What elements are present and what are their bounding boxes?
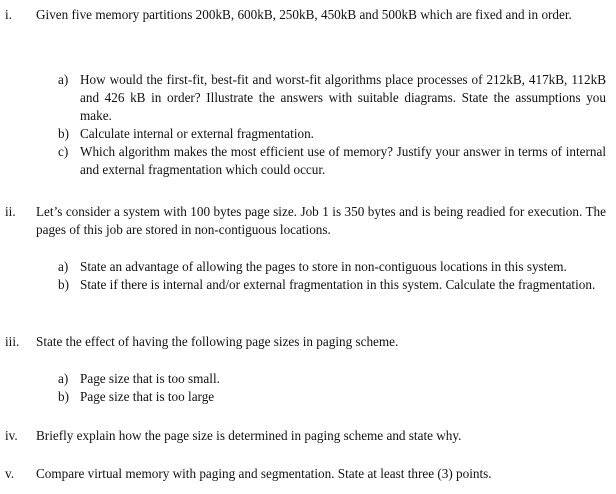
sub-question bbox=[58, 125, 606, 143]
question-number: ii. bbox=[5, 204, 16, 219]
sub-question-label: a) bbox=[58, 72, 69, 87]
sub-question-text: Calculate internal or external fragmentation. bbox=[80, 126, 314, 141]
sub-question-label: b) bbox=[58, 277, 69, 292]
sub-question-label: a) bbox=[58, 259, 69, 274]
sub-question bbox=[58, 71, 606, 125]
sub-question-label: b) bbox=[58, 126, 69, 141]
sub-question-text: Page size that is too large bbox=[80, 389, 215, 404]
question-number: i. bbox=[5, 7, 12, 22]
sub-question-text: How would the first-fit, best-fit and worst-fit algorithms place processes of 212kB, 417kB, 112kB and 426 kB in order? Illustrate the answers with suitable diagrams. State the assumptions you make. bbox=[80, 72, 606, 123]
sub-question-list bbox=[58, 71, 606, 179]
sub-question bbox=[58, 258, 606, 276]
sub-question-label: b) bbox=[58, 389, 69, 404]
sub-question-label: c) bbox=[58, 144, 69, 159]
sub-question-text: State an advantage of allowing the pages to store in non-contiguous locations in this system. bbox=[80, 259, 567, 274]
sub-question bbox=[58, 370, 606, 388]
question-text: Briefly explain how the page size is determined in paging scheme and state why. bbox=[36, 428, 462, 443]
sub-question bbox=[58, 276, 606, 294]
question-number: iii. bbox=[5, 334, 20, 349]
question-number: v. bbox=[5, 466, 15, 481]
sub-question-list bbox=[58, 370, 606, 406]
question-number: iv. bbox=[5, 428, 18, 443]
sub-question-label: a) bbox=[58, 371, 69, 386]
question-text: State the effect of having the following page sizes in paging scheme. bbox=[36, 334, 399, 349]
question-text: Given five memory partitions 200kB, 600kB, 250kB, 450kB and 500kB which are fixed and in order. bbox=[36, 7, 572, 22]
sub-question bbox=[58, 388, 606, 406]
question-text: Let’s consider a system with 100 bytes page size. Job 1 is 350 bytes and is being readied for execution. The pages of this job are stored in non-contiguous locations. bbox=[36, 204, 606, 237]
sub-question-text: Page size that is too small. bbox=[80, 371, 220, 386]
sub-question bbox=[58, 143, 606, 179]
sub-question-list bbox=[58, 258, 606, 294]
sub-question-text: Which algorithm makes the most efficient use of memory? Justify your answer in terms of internal and external fragmentation which could occur. bbox=[80, 144, 606, 177]
sub-question-text: State if there is internal and/or external fragmentation in this system. Calculate the fragmentation. bbox=[80, 277, 596, 292]
question-text: Compare virtual memory with paging and segmentation. State at least three (3) points. bbox=[36, 466, 492, 481]
